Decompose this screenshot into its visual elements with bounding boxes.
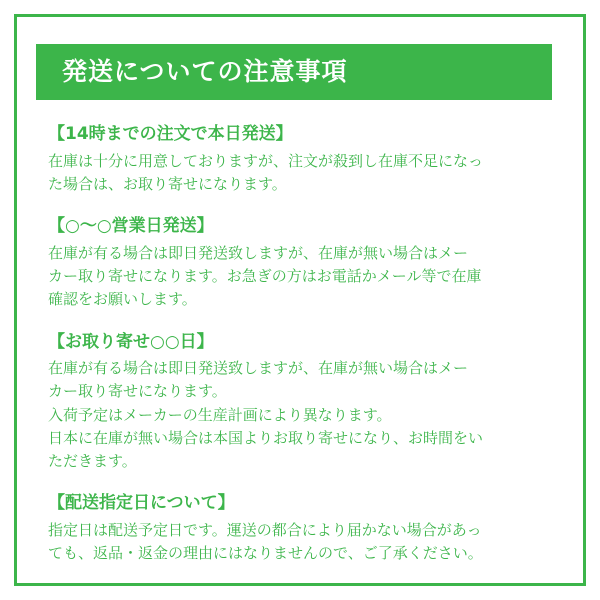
section-heading: 【○〜○営業日発送】 [48,216,214,237]
section-body [48,242,548,312]
section-line: カー取り寄せになります。 [48,382,227,401]
section-line: 在庫が有る場合は即日発送致しますが、在庫が無い場合はメー [48,359,469,378]
section-heading: 【配送指定日について】 [48,493,235,514]
section-line: ても、返品・返金の理由にはなりませんので、ご了承ください。 [48,544,483,563]
section-body [48,519,548,566]
section-line: 指定日は配送予定日です。運送の都合により届かない場合があっ [48,521,482,540]
section-body [48,357,548,473]
section-line: 確認をお願いします。 [48,290,197,309]
notice-section [48,330,564,474]
notice-section [48,122,564,196]
notice-section [48,491,564,565]
section-line: 在庫は十分に用意しておりますが、注文が殺到し在庫不足になっ [48,151,484,170]
section-line: カー取り寄せになります。お急ぎの方はお電話かメール等で在庫 [48,267,482,286]
page-title: 発送についての注意事項 [36,44,552,100]
section-body [48,150,548,197]
section-line: 日本に在庫が無い場合は本国よりお取り寄せになり、お時間をい [48,428,484,447]
section-line: ただきます。 [48,452,137,471]
section-heading: 【14時までの注文で本日発送】 [48,124,293,144]
section-line: 入荷予定はメーカーの生産計画により異なります。 [48,405,392,424]
notice-sections [36,122,564,566]
notice-content [36,44,564,566]
section-line: た場合は、お取り寄せになります。 [48,174,287,193]
notice-section [48,214,564,311]
section-heading: 【お取り寄せ○○日】 [48,331,214,352]
section-line: 在庫が有る場合は即日発送致しますが、在庫が無い場合はメー [48,243,469,262]
